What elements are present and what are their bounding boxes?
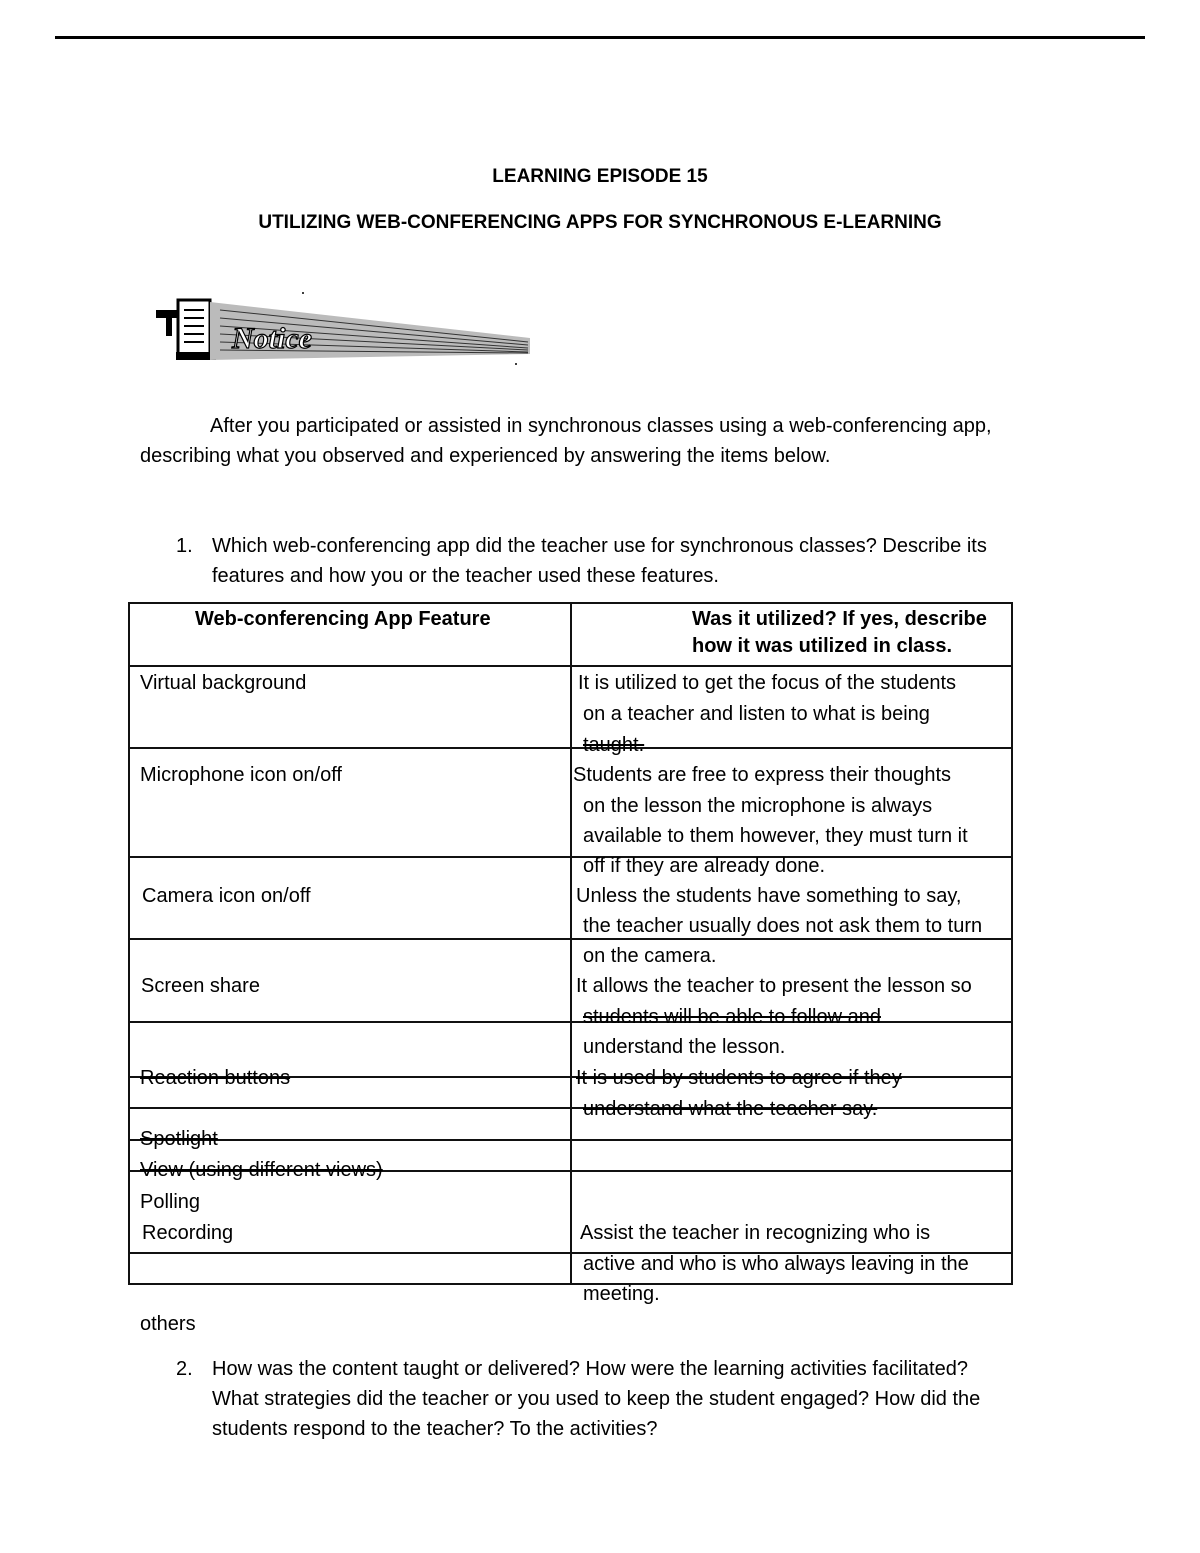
answer-microphone-line: Students are free to express their thoughts bbox=[573, 764, 951, 786]
table-border-right bbox=[1011, 602, 1013, 1285]
top-rule bbox=[55, 36, 1145, 39]
intro-line-1: After you participated or assisted in synchronous classes using a web-conferencing app, bbox=[210, 415, 992, 437]
answer-screen-share-line: students will be able to follow and bbox=[583, 1006, 881, 1028]
question-2-line-1: How was the content taught or delivered? How were the learning activities facilitated? bbox=[212, 1358, 968, 1380]
table-border-left bbox=[128, 602, 130, 1285]
answer-recording-line: active and who is who always leaving in the bbox=[583, 1253, 969, 1275]
feature-camera: Camera icon on/off bbox=[142, 885, 311, 907]
question-1-line-1: Which web-conferencing app did the teacher use for synchronous classes? Describe its bbox=[212, 535, 987, 557]
page-title: LEARNING EPISODE 15 bbox=[492, 166, 708, 187]
answer-reaction-buttons-line: understand what the teacher say. bbox=[583, 1098, 878, 1120]
answer-camera-line: the teacher usually does not ask them to turn bbox=[583, 915, 983, 937]
question-2-line-3: students respond to the teacher? To the activities? bbox=[212, 1418, 658, 1440]
answer-screen-share-line: It allows the teacher to present the lesson so bbox=[576, 975, 972, 997]
answer-recording-line: meeting. bbox=[583, 1283, 660, 1305]
question-1-line-2: features and how you or the teacher used these features. bbox=[212, 565, 719, 587]
intro-line-2: describing what you observed and experienced by answering the items below. bbox=[140, 445, 831, 467]
answer-microphone-line: off if they are already done. bbox=[583, 855, 826, 877]
table-rule bbox=[128, 747, 1013, 749]
table-rule bbox=[128, 665, 1013, 667]
table-rule bbox=[128, 856, 1013, 858]
answer-microphone-line: available to them however, they must turn it bbox=[583, 825, 968, 847]
notice-banner-image bbox=[150, 288, 535, 368]
answer-camera-line: on the camera. bbox=[583, 945, 717, 967]
question-2-line-2: What strategies did the teacher or you used to keep the student engaged? How did the bbox=[212, 1388, 981, 1410]
answer-reaction-buttons-line: It is used by students to agree if they bbox=[576, 1067, 902, 1089]
feature-polling: Polling bbox=[140, 1191, 201, 1213]
feature-virtual-background: Virtual background bbox=[140, 672, 307, 694]
answer-camera-line: Unless the students have something to say, bbox=[576, 885, 962, 907]
podium-icon bbox=[156, 300, 216, 360]
answer-screen-share-line: understand the lesson. bbox=[583, 1036, 786, 1058]
table-header-feature: Web-conferencing App Feature bbox=[195, 608, 491, 630]
notice-banner-text: Notice bbox=[232, 322, 312, 355]
answer-virtual-background-line: It is utilized to get the focus of the students bbox=[578, 672, 956, 694]
table-rule bbox=[128, 602, 1013, 604]
feature-screen-share: Screen share bbox=[141, 975, 260, 997]
page-subtitle: UTILIZING WEB-CONFERENCING APPS FOR SYNCHRONOUS E-LEARNING bbox=[258, 212, 942, 233]
answer-virtual-background-line: taught. bbox=[583, 734, 645, 756]
feature-view: View (using different views) bbox=[140, 1159, 383, 1181]
others-label: others bbox=[140, 1313, 196, 1335]
question-1-number: 1. bbox=[176, 535, 193, 557]
feature-microphone: Microphone icon on/off bbox=[140, 764, 342, 786]
table-header-utilized-line-2: how it was utilized in class. bbox=[692, 635, 953, 657]
answer-microphone-line: on the lesson the microphone is always bbox=[583, 795, 933, 817]
table-rule bbox=[128, 1283, 1013, 1285]
question-2-number: 2. bbox=[176, 1358, 193, 1380]
feature-reaction-buttons: Reaction buttons bbox=[140, 1067, 291, 1089]
table-header-utilized-line-1: Was it utilized? If yes, describe bbox=[692, 608, 987, 630]
table-rule bbox=[128, 1107, 1013, 1109]
feature-spotlight: Spotlight bbox=[140, 1128, 218, 1150]
answer-virtual-background-line: on a teacher and listen to what is being bbox=[583, 703, 930, 725]
feature-recording: Recording bbox=[142, 1222, 234, 1244]
answer-recording-line: Assist the teacher in recognizing who is bbox=[580, 1222, 931, 1244]
table-rule bbox=[128, 1139, 1013, 1141]
table-divider bbox=[570, 602, 572, 1285]
